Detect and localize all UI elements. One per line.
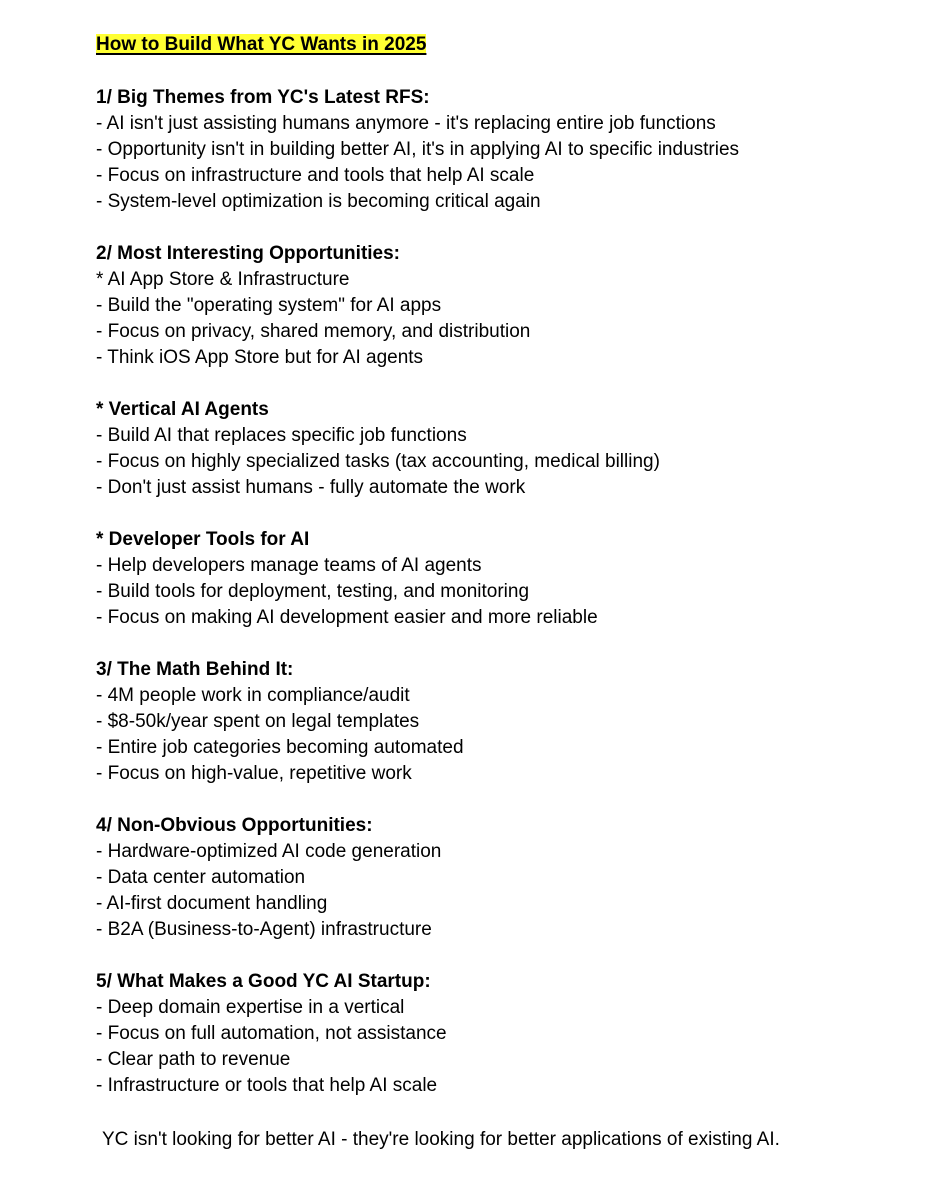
section-heading: 3/ The Math Behind It: [96,659,294,680]
section-heading: 4/ Non-Obvious Opportunities: [96,815,373,836]
section-line: - Think iOS App Store but for AI agents [96,347,424,368]
section-heading: 1/ Big Themes from YC's Latest RFS: [96,87,430,108]
section-line: - Opportunity isn't in building better AI, it's in applying AI to specific industries [96,139,740,160]
section-line: - AI isn't just assisting humans anymore - it's replacing entire job functions [96,113,716,134]
section [96,969,916,1099]
section [96,657,916,787]
section [96,813,916,943]
section-line: - Data center automation [96,867,306,888]
section-line: - Don't just assist humans - fully automate the work [96,477,526,498]
section-line: - B2A (Business-to-Agent) infrastructure [96,919,432,940]
section-line: * AI App Store & Infrastructure [96,269,350,290]
section-line: - Clear path to revenue [96,1049,291,1070]
section-line: - Deep domain expertise in a vertical [96,997,405,1018]
section-line: - Focus on full automation, not assistance [96,1023,447,1044]
section-line: - Infrastructure or tools that help AI scale [96,1075,438,1096]
document-title-line [96,31,916,59]
sections-container [96,85,916,1099]
section-line: - $8-50k/year spent on legal templates [96,711,420,732]
document-body [96,31,916,1099]
section-line: - Build the "operating system" for AI apps [96,295,442,316]
section-line: - Focus on highly specialized tasks (tax accounting, medical billing) [96,451,660,472]
section-line: - Focus on infrastructure and tools that help AI scale [96,165,535,186]
document-title: How to Build What YC Wants in 2025 [96,34,427,55]
section-line: - 4M people work in compliance/audit [96,685,410,706]
section-line: - System-level optimization is becoming critical again [96,191,541,212]
section-line: - Build AI that replaces specific job functions [96,425,467,446]
section-line: - Focus on high-value, repetitive work [96,763,412,784]
section-heading: 2/ Most Interesting Opportunities: [96,243,401,264]
section [96,397,916,501]
conclusion-text: YC isn't looking for better AI - they're looking for better applications of existing AI. [102,1129,780,1150]
section-heading: 5/ What Makes a Good YC AI Startup: [96,971,431,992]
section-heading: * Developer Tools for AI [96,529,310,550]
section [96,241,916,371]
section-line: - Focus on privacy, shared memory, and distribution [96,321,531,342]
section-line: - Hardware-optimized AI code generation [96,841,442,862]
section [96,85,916,215]
section-line: - AI-first document handling [96,893,328,914]
section-heading: * Vertical AI Agents [96,399,269,420]
section-line: - Build tools for deployment, testing, and monitoring [96,581,530,602]
section-line: - Help developers manage teams of AI agents [96,555,482,576]
section [96,527,916,631]
section-line: - Focus on making AI development easier and more reliable [96,607,598,628]
section-line: - Entire job categories becoming automated [96,737,464,758]
